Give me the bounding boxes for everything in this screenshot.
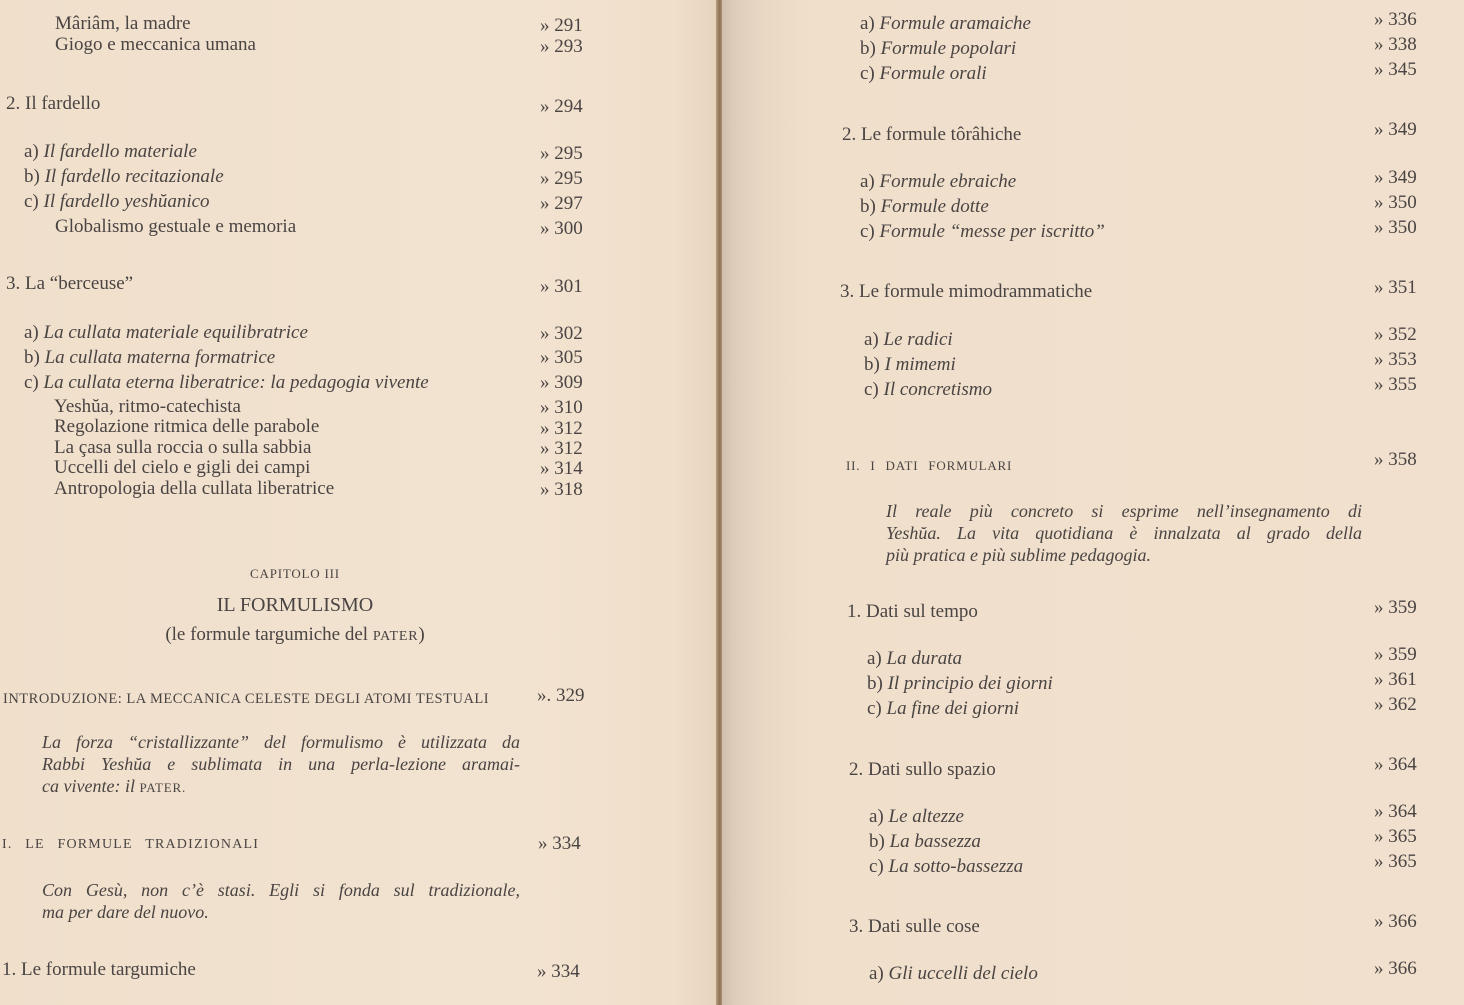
toc-item-prefix: a) — [24, 322, 39, 343]
paragraph-line-text: ca vivente: il — [42, 776, 135, 796]
toc-item-page: » 365 — [1374, 826, 1417, 847]
toc-section-label: 1. Dati sul tempo — [847, 601, 978, 622]
toc-subentry-label: Uccelli del cielo e gigli dei campi — [54, 457, 311, 478]
toc-item-prefix: a) — [869, 963, 884, 984]
toc-section-label: 2. Dati sullo spazio — [849, 759, 996, 780]
paragraph-line: Yeshŭa. La vita quotidiana è innalzata al grado della — [886, 523, 1362, 543]
toc-item — [867, 673, 1053, 695]
toc-item-prefix: b) — [24, 347, 40, 368]
toc-item-page: » 350 — [1374, 192, 1417, 213]
toc-item-prefix: c) — [867, 698, 882, 719]
toc-item-label: La sotto-bassezza — [888, 856, 1024, 877]
chapter-title: IL FORMULISMO — [216, 594, 374, 616]
part-heading: I. LE FORMULE TRADIZIONALI — [2, 837, 260, 852]
toc-item-page: » 295 — [540, 143, 583, 164]
toc-item — [24, 347, 275, 369]
intro-page: ». 329 — [537, 685, 585, 706]
toc-section-page: » 364 — [1374, 754, 1417, 775]
toc-item-page: » 352 — [1374, 324, 1417, 345]
toc-subentry-label: Globalismo gestuale e memoria — [55, 216, 297, 237]
part-page: » 334 — [538, 833, 581, 854]
chapter-kicker: CAPITOLO III — [250, 566, 340, 581]
toc-item — [869, 806, 964, 828]
toc-section-page: » 334 — [537, 961, 580, 982]
toc-item — [24, 322, 308, 344]
part1-paragraph — [42, 879, 520, 923]
toc-item-prefix: b) — [864, 354, 880, 375]
toc-item — [24, 141, 197, 163]
toc-item-prefix: a) — [867, 648, 882, 669]
toc-item-label: Gli uccelli del cielo — [888, 963, 1038, 984]
toc-item-page: » 364 — [1374, 801, 1417, 822]
toc-item-page: » 305 — [540, 347, 583, 368]
toc-item-prefix: a) — [24, 141, 39, 162]
toc-item-page: » 353 — [1374, 349, 1417, 370]
toc-subentry-page: » 314 — [540, 458, 583, 479]
chapter-subtitle — [0, 624, 590, 646]
toc-item-label: La fine dei giorni — [886, 698, 1019, 719]
left-page — [0, 0, 718, 1005]
paragraph-line: ma per dare del nuovo. — [42, 902, 209, 922]
toc-item-page: » 361 — [1374, 669, 1417, 690]
toc-item-label: Il principio dei giorni — [887, 673, 1053, 694]
toc-section-page: » 359 — [1374, 597, 1417, 618]
toc-entry-label: Mâriâm, la madre — [55, 13, 191, 34]
intro-heading: INTRODUZIONE: LA MECCANICA CELESTE DEGLI ATOMI TESTUALI — [3, 691, 490, 707]
right-page — [722, 0, 1464, 1005]
toc-item-prefix: c) — [24, 191, 39, 212]
toc-item-page: » 309 — [540, 372, 583, 393]
part2-paragraph — [886, 500, 1362, 566]
toc-item-page: » 336 — [1374, 9, 1417, 30]
toc-item-label: Il fardello recitazionale — [44, 166, 224, 187]
toc-subentry-label: Regolazione ritmica delle parabole — [54, 416, 320, 437]
toc-item-prefix: c) — [869, 856, 884, 877]
toc-item-page: » 345 — [1374, 59, 1417, 80]
part-heading: II. I DATI FORMULARI — [846, 458, 1013, 473]
chapter-subtitle-close: ) — [418, 624, 425, 645]
toc-item — [860, 63, 987, 85]
toc-section-page: » 301 — [540, 276, 583, 297]
toc-item-prefix: a) — [864, 329, 879, 350]
toc-section-label: 3. Dati sulle cose — [849, 916, 980, 937]
paragraph-line: Rabbi Yeshŭa e sublimata in una perla-lezione aramai- — [42, 754, 520, 774]
toc-section-page: » 294 — [540, 96, 583, 117]
toc-item-prefix: a) — [869, 806, 884, 827]
paragraph-line: Con Gesù, non c’è stasi. Egli si fonda sul tradizionale, — [42, 880, 520, 900]
toc-item-prefix: c) — [24, 372, 39, 393]
toc-item-label: Il fardello materiale — [43, 141, 197, 162]
toc-entry-page: » 293 — [540, 36, 583, 57]
toc-item — [860, 38, 1016, 60]
toc-item-prefix: c) — [864, 379, 879, 400]
toc-subentry-page: » 312 — [540, 418, 583, 439]
toc-item — [869, 831, 981, 853]
toc-item-page: » 302 — [540, 323, 583, 344]
toc-item — [860, 221, 1105, 243]
toc-item — [24, 191, 210, 213]
toc-item-label: Le altezze — [888, 806, 964, 827]
toc-subentry-page: » 310 — [540, 397, 583, 418]
toc-subentry-page: » 300 — [540, 218, 583, 239]
toc-section-label: 2. Il fardello — [6, 93, 101, 114]
toc-subentry-label: Yeshŭa, ritmo-catechista — [54, 396, 241, 417]
toc-item — [24, 372, 429, 394]
toc-item — [860, 196, 989, 218]
toc-section-label: 3. Le formule mimodrammatiche — [840, 281, 1093, 302]
toc-item — [867, 648, 962, 670]
toc-item — [860, 171, 1016, 193]
toc-item-label: La cullata materna formatrice — [44, 347, 276, 368]
toc-item-label: Formule dotte — [880, 196, 989, 217]
toc-subentry-label: Antropologia della cullata liberatrice — [54, 478, 335, 499]
toc-section-label: 3. La “berceuse” — [6, 273, 134, 294]
toc-section-page: » 351 — [1374, 277, 1417, 298]
paragraph-smallcaps: PATER. — [139, 780, 187, 795]
paragraph-line: Il reale più concreto si esprime nell’insegnamento di — [886, 501, 1362, 521]
toc-item-prefix: c) — [860, 221, 875, 242]
toc-item-label: La bassezza — [889, 831, 981, 852]
toc-section-label: 2. Le formule tôrâhiche — [842, 124, 1022, 145]
toc-item-label: Le radici — [883, 329, 953, 350]
toc-item-label: La durata — [886, 648, 963, 669]
toc-item-page: » 362 — [1374, 694, 1417, 715]
paragraph-line — [42, 775, 520, 799]
toc-item — [869, 963, 1038, 985]
toc-item-label: Formule aramaiche — [879, 13, 1031, 34]
toc-item-label: Formule popolari — [880, 38, 1017, 59]
toc-item-prefix: c) — [860, 63, 875, 84]
toc-item-prefix: b) — [869, 831, 885, 852]
toc-section-page: » 349 — [1374, 119, 1417, 140]
intro-paragraph — [42, 731, 520, 799]
toc-item-page: » 349 — [1374, 167, 1417, 188]
toc-subentry-page: » 312 — [540, 438, 583, 459]
toc-item-label: La cullata materiale equilibratrice — [43, 322, 308, 343]
toc-item-page: » 359 — [1374, 644, 1417, 665]
toc-item-prefix: a) — [860, 171, 875, 192]
toc-item-page: » 350 — [1374, 217, 1417, 238]
toc-item — [867, 698, 1019, 720]
toc-item-prefix: b) — [860, 38, 876, 59]
toc-item-prefix: b) — [860, 196, 876, 217]
toc-item-label: Formule “messe per iscritto” — [879, 221, 1105, 242]
part-page: » 358 — [1374, 449, 1417, 470]
toc-item-label: Il fardello yeshŭanico — [43, 191, 210, 212]
toc-entry-label: Giogo e meccanica umana — [55, 34, 256, 55]
toc-entry-page: » 291 — [540, 15, 583, 36]
toc-item-page: » 355 — [1374, 374, 1417, 395]
toc-section-label: 1. Le formule targumiche — [2, 959, 196, 980]
toc-item — [24, 166, 224, 188]
toc-item-page: » 295 — [540, 168, 583, 189]
toc-item-label: Il concretismo — [883, 379, 993, 400]
chapter-subtitle-text: (le formule targumiche del — [165, 624, 369, 645]
chapter-subtitle-smallcaps: PATER — [372, 629, 419, 644]
toc-subentry-page: » 318 — [540, 479, 583, 500]
toc-item-prefix: b) — [867, 673, 883, 694]
toc-item-prefix: a) — [860, 13, 875, 34]
toc-item-label: Formule orali — [879, 63, 987, 84]
toc-item-label: I mimemi — [884, 354, 956, 375]
toc-item — [860, 13, 1031, 35]
toc-item-prefix: b) — [24, 166, 40, 187]
toc-subentry-label: La çasa sulla roccia o sulla sabbia — [54, 437, 312, 458]
toc-item — [864, 354, 956, 376]
paragraph-line: più pratica e più sublime pedagogia. — [886, 545, 1151, 565]
toc-item-label: Formule ebraiche — [879, 171, 1017, 192]
toc-item — [869, 856, 1023, 878]
toc-item — [864, 329, 953, 351]
toc-item-page: » 366 — [1374, 958, 1417, 979]
toc-item — [864, 379, 992, 401]
toc-item-page: » 365 — [1374, 851, 1417, 872]
toc-section-page: » 366 — [1374, 911, 1417, 932]
paragraph-line: La forza “cristallizzante” del formulismo è utilizzata da — [42, 732, 520, 752]
toc-item-page: » 297 — [540, 193, 583, 214]
toc-item-label: La cullata eterna liberatrice: la pedagogia vivente — [43, 372, 429, 393]
toc-item-page: » 338 — [1374, 34, 1417, 55]
